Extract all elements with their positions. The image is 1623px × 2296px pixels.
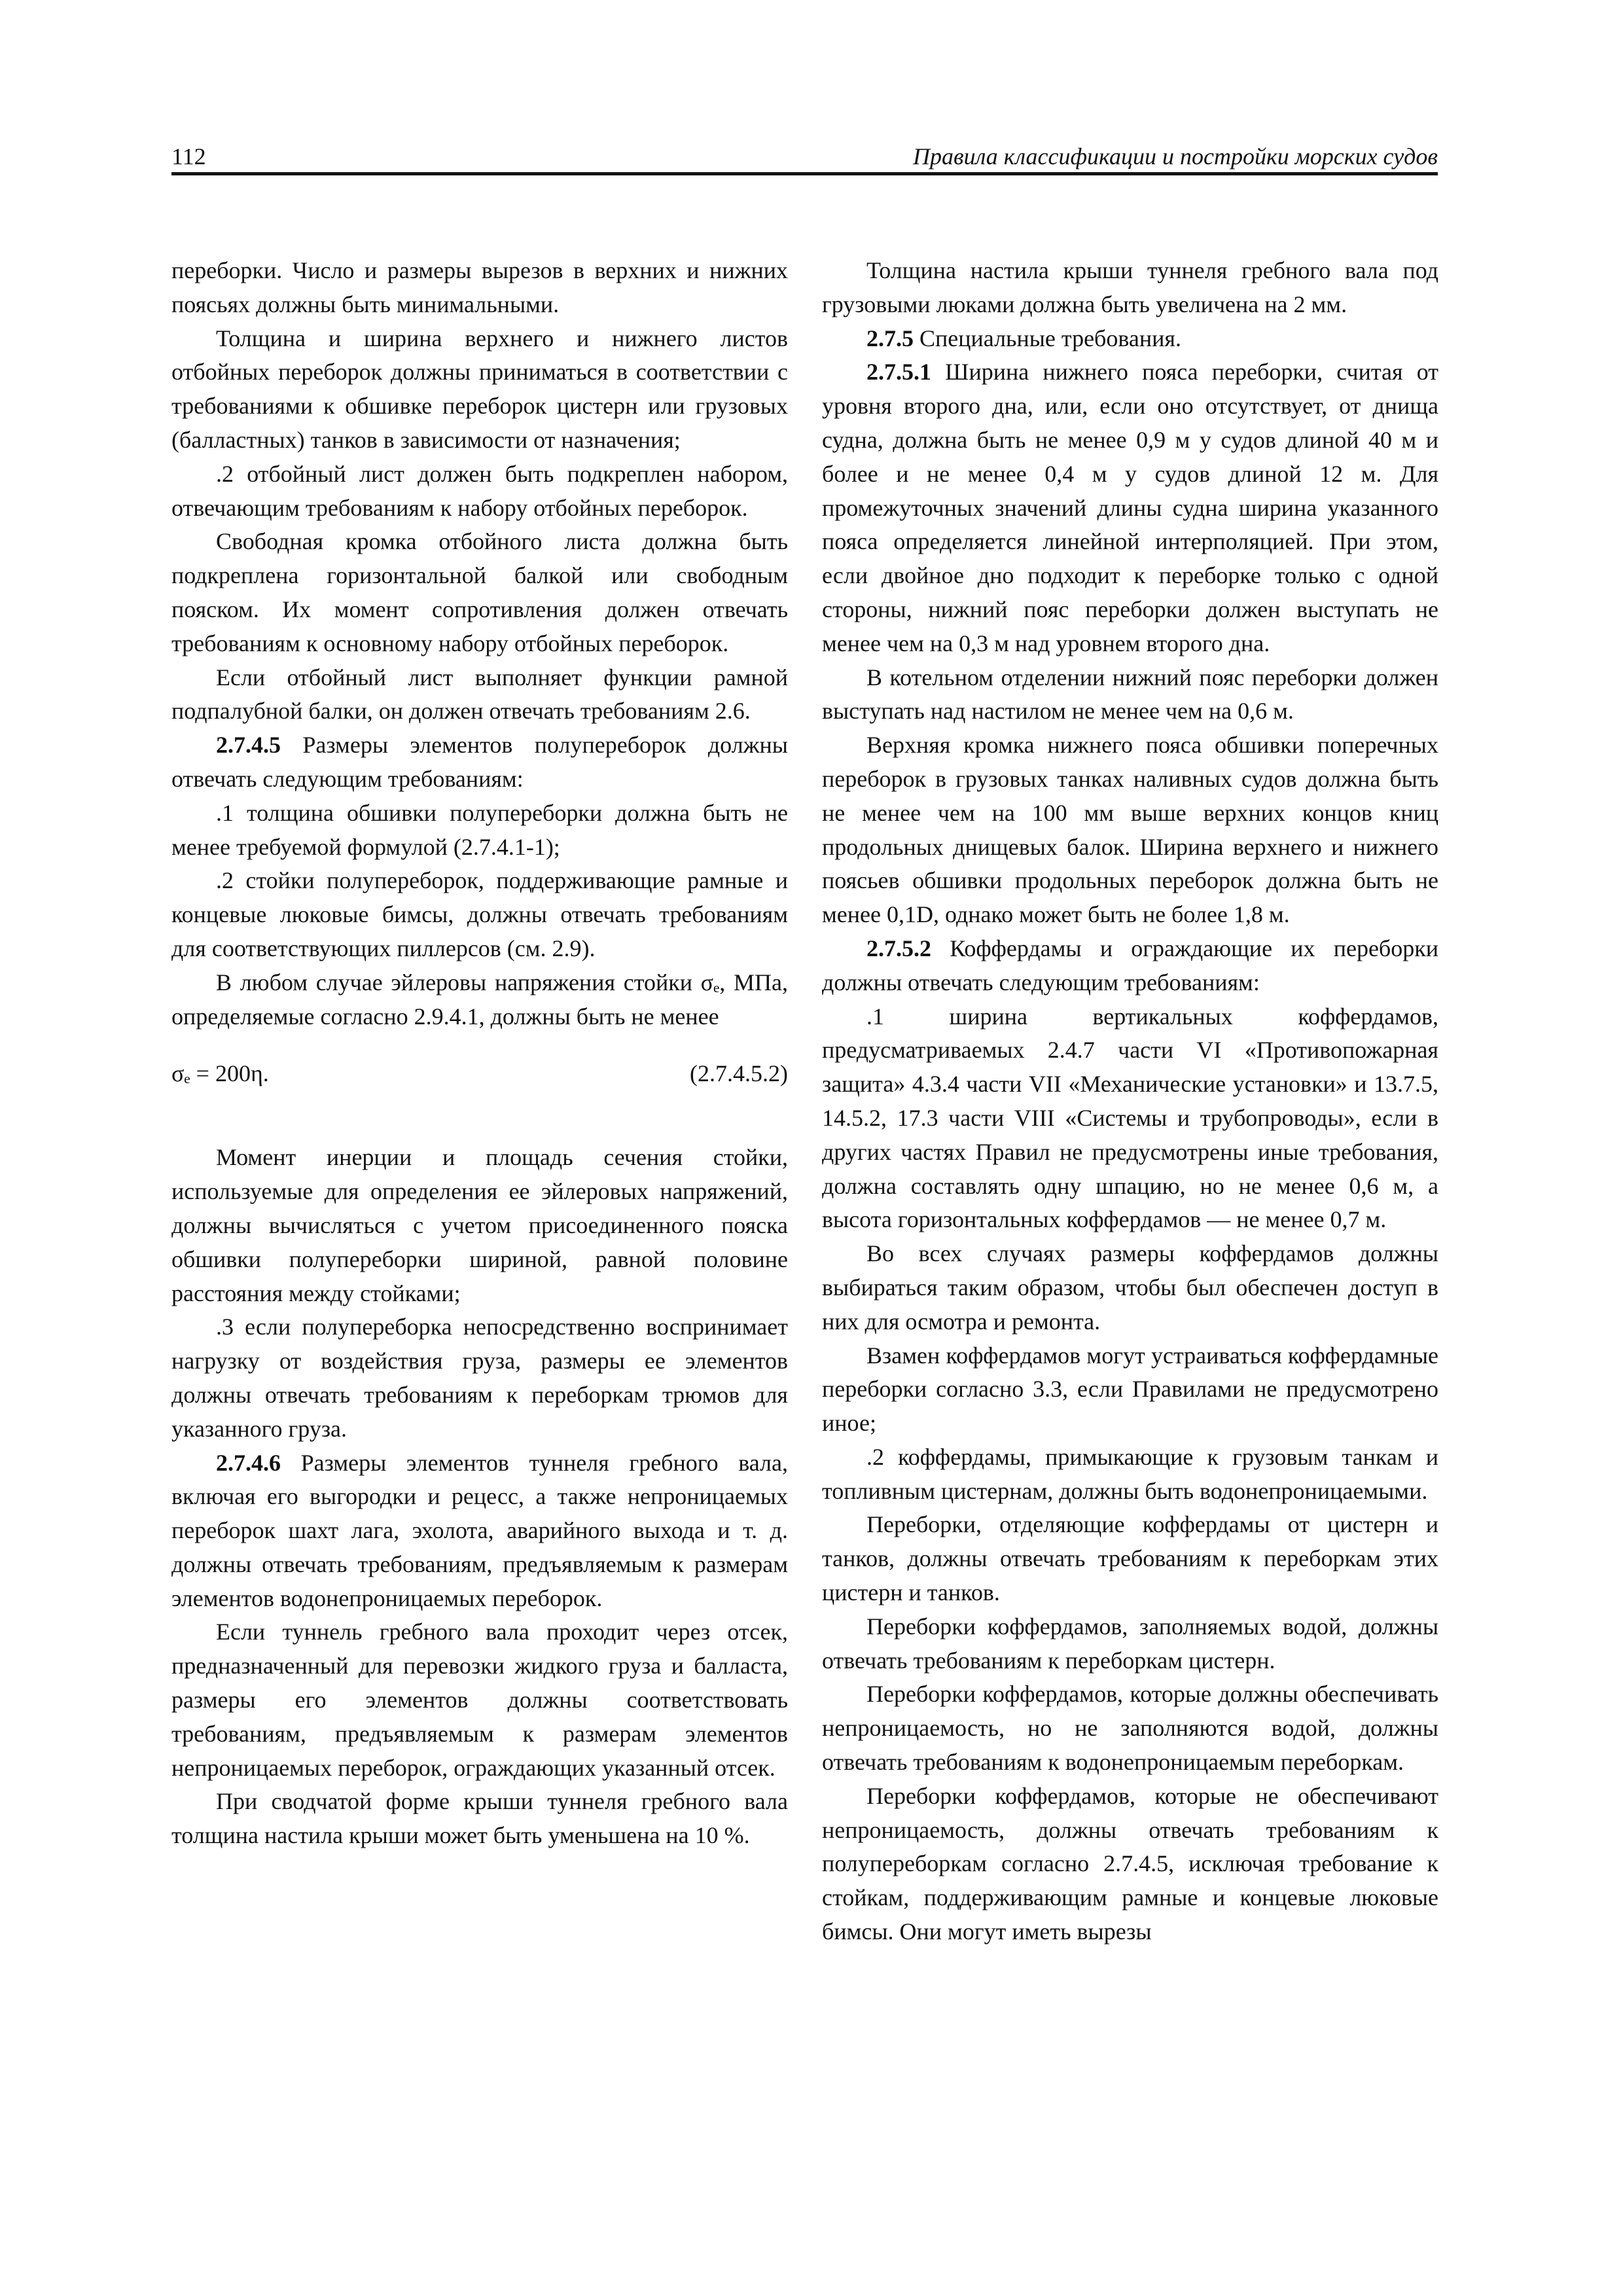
paragraph: Переборки коффердамов, которые должны обеспечивать непроницаемость, но не заполняются водой, должны отвечать требованиям к водонепроницаемым переборкам. (822, 1681, 1438, 1776)
paragraph: .1 ширина вертикальных коффердамов, предусматриваемых 2.4.7 части VI «Противопожарная защита» 4.3.4 части VII «Механические установки» и 13.7.5, 14.5.2, 17.3 части VIII «Системы и трубопроводы», если в других частях Правил не предусмотрены иные требования, должна составлять одну шпацию, но не менее 0,6 м, а высота горизонтальных коффердамов — не менее 0,7 м. (822, 1003, 1438, 1233)
paragraph: В любом случае эйлеровы напряжения стойки σₑ, МПа, определяемые согласно 2.9.4.1, должны быть не менее (171, 969, 788, 1030)
paragraph: .2 стойки полупереборок, поддерживающие рамные и концевые люковые бимсы, должны отвечать требованиям для соответствующих пиллерсов (см. 2.9). (171, 867, 788, 961)
section-number: 2.7.4.5 (216, 732, 281, 759)
paragraph: .2 коффердамы, примыкающие к грузовым танкам и топливным цистернам, должны быть водонепроницаемыми. (822, 1443, 1438, 1504)
section-paragraph (822, 355, 1438, 660)
paragraph-text: Размеры элементов полупереборок должны отвечать следующим требованиям: (171, 732, 788, 792)
paragraph-text: Ширина нижнего пояса переборки, считая от уровня второго дна, или, если оно отсутствует, от днища судна, должна быть не менее 0,9 м у судов длиной 40 м и более и не менее 0,4 м у судов длиной 12 м. Для промежуточных значений длины судна ширина указанного пояса определяется линейной интерполяцией. При этом, если двойное дно подходит к переборке только с одной стороны, нижний пояс переборки должен выступать не менее чем на 0,3 м над уровнем второго дна. (822, 359, 1438, 656)
section-paragraph (171, 1446, 788, 1616)
section-number: 2.7.5.2 (866, 935, 931, 961)
paragraph: Верхняя кромка нижнего пояса обшивки поперечных переборок в грузовых танках наливных судов должна быть не менее чем на 100 мм выше верхних концов книц продольных днищевых балок. Ширина верхнего и нижнего поясьев обшивки продольных переборок должна быть не менее 0,1D, однако может быть не более 1,8 м. (822, 732, 1438, 928)
paragraph: Во всех случаях размеры коффердамов должны выбираться таким образом, чтобы был обеспечен доступ в них для осмотра и ремонта. (822, 1240, 1438, 1335)
section-paragraph (171, 728, 788, 797)
formula-number: (2.7.4.5.2) (690, 1060, 788, 1087)
paragraph: Переборки коффердамов, заполняемых водой, должны отвечать требованиям к переборкам цистерн. (822, 1613, 1438, 1674)
paragraph: Взамен коффердамов могут устраиваться коффердамные переборки согласно 3.3, если Правилами не предусмотрено иное; (822, 1342, 1438, 1437)
paragraph: В котельном отделении нижний пояс переборки должен выступать над настилом не менее чем на 0,6 м. (822, 664, 1438, 725)
paragraph: Переборки, отделяющие коффердамы от цистерн и танков, должны отвечать требованиям к переборкам этих цистерн и танков. (822, 1511, 1438, 1606)
paragraph: .2 отбойный лист должен быть подкреплен набором, отвечающим требованиям к набору отбойных переборок. (171, 460, 788, 521)
running-title: Правила классификации и постройки морских судов (913, 143, 1438, 170)
paragraph: Момент инерции и площадь сечения стойки, используемые для определения ее эйлеровых напряжений, должны вычисляться с учетом присоединенного пояска обшивки полупереборки шириной, равной половине расстояния между стойками; (171, 1144, 788, 1306)
paragraph: При сводчатой форме крыши туннеля гребного вала толщина настила крыши может быть уменьшена на 10 %. (171, 1788, 788, 1849)
formula (171, 1057, 788, 1091)
paragraph-text: Специальные требования. (914, 325, 1181, 351)
section-number: 2.7.5 (866, 325, 914, 351)
right-column (822, 254, 1438, 1949)
page-number: 112 (171, 143, 206, 170)
paragraph-text: Коффердамы и ограждающие их переборки должны отвечать следующим требованиям: (822, 935, 1438, 996)
page-header (171, 139, 1438, 175)
paragraph: Если отбойный лист выполняет функции рамной подпалубной балки, он должен отвечать требованиям 2.6. (171, 664, 788, 725)
paragraph: Переборки коффердамов, которые не обеспечивают непроницаемость, должны отвечать требованиям к полупереборкам согласно 2.7.4.5, исключая требование к стойкам, поддерживающим рамные и концевые люковые бимсы. Они могут иметь вырезы (822, 1782, 1438, 1945)
paragraph: Толщина настила крыши туннеля гребного вала под грузовыми люками должна быть увеличена на 2 мм. (822, 257, 1438, 317)
section-number: 2.7.5.1 (866, 359, 931, 386)
paragraph: Если туннель гребного вала проходит через отсек, предназначенный для перевозки жидкого груза и балласта, размеры его элементов должны соответствовать требованиям, предъявляемым к размерам элементов непроницаемых переборок, ограждающих указанный отсек. (171, 1619, 788, 1781)
paragraph: Свободная кромка отбойного листа должна быть подкреплена горизонтальной балкой или свободным пояском. Их момент сопротивления должен отвечать требованиям к основному набору отбойных переборок. (171, 528, 788, 656)
paragraph: .3 если полупереборка непосредственно воспринимает нагрузку от воздействия груза, размеры ее элементов должны отвечать требованиям к переборкам трюмов для указанного груза. (171, 1314, 788, 1442)
section-paragraph (822, 932, 1438, 1000)
section-paragraph (822, 322, 1438, 356)
left-column (171, 254, 788, 1853)
paragraph: Толщина и ширина верхнего и нижнего листов отбойных переборок должны приниматься в соответствии с требованиями к обшивке переборок цистерн или грузовых (балластных) танков в зависимости от назначения; (171, 325, 788, 453)
paragraph-text: Размеры элементов туннеля гребного вала, включая его выгородки и рецесс, а также непроницаемых переборок шахт лага, эхолота, аварийного выхода и т. д. должны отвечать требованиям, предъявляемым к размерам элементов водонепроницаемых переборок. (171, 1449, 788, 1611)
formula-expression: σₑ = 200η. (171, 1060, 269, 1087)
paragraph: .1 толщина обшивки полупереборки должна быть не менее требуемой формулой (2.7.4.1-1); (171, 799, 788, 860)
paragraph: переборки. Число и размеры вырезов в верхних и нижних поясьях должны быть минимальными. (171, 257, 788, 317)
section-number: 2.7.4.6 (216, 1449, 281, 1476)
